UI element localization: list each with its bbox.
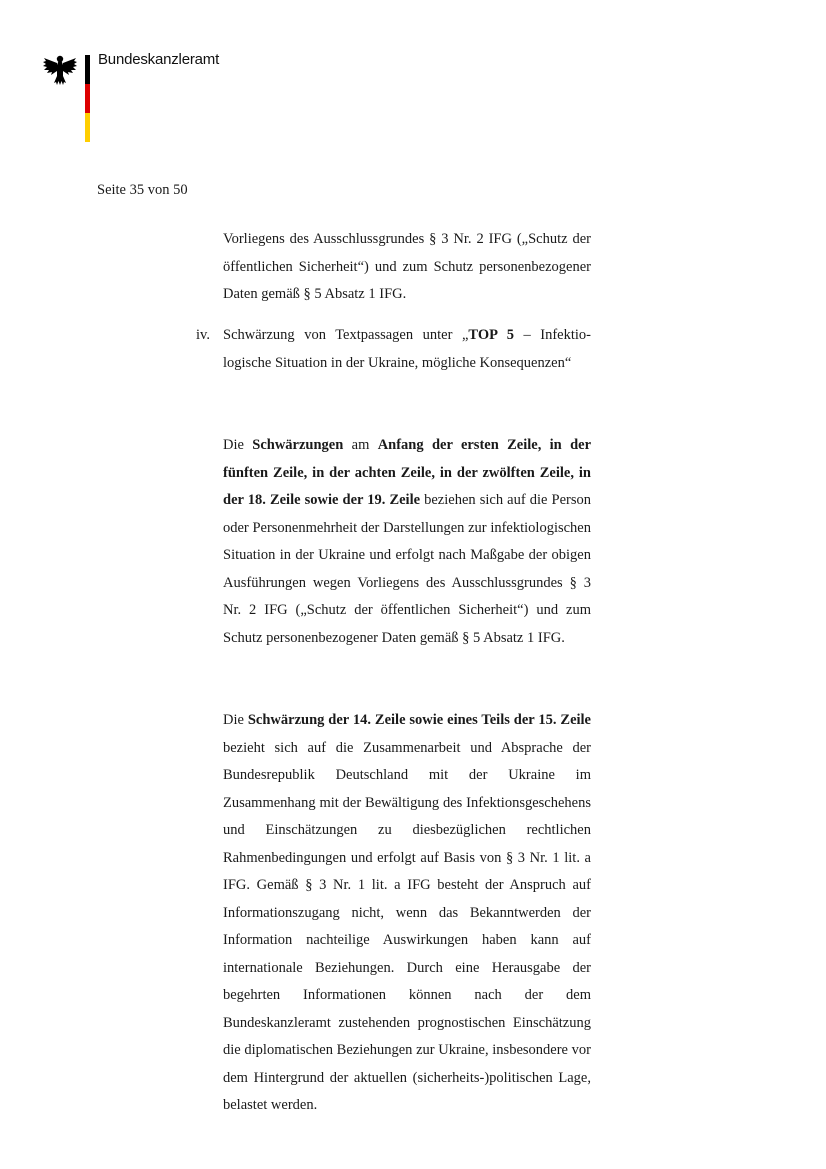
para2-bold: Schwärzung der 14. Zeile sowie eines Teils der 15. Zeile — [247, 712, 591, 728]
intro-paragraph: Vorliegens des Ausschlussgrundes § 3 Nr. 2 IFG („Schutz der öffentlichen Sicherheit“) und zum Schutz personenbezogener Daten gemäß § 5 Absatz 1 IFG. — [223, 231, 591, 302]
flag-stripe-gold — [85, 113, 90, 142]
flag-stripe-red — [85, 84, 90, 113]
paragraph-redactions-1 — [223, 432, 591, 652]
item-text-before: Schwärzung von Textpassagen unter „ — [223, 327, 469, 343]
para1-text: beziehen sich auf die Person oder Personenmehrheit der Darstellungen zur infektiologischen Situation in der Ukraine und erfolgt nach Maßgabe der obigen Ausführungen wegen Vorliegens des Ausschlussgrundes § 3 Nr. 2 IFG („Schutz der öffentlichen Sicherheit“) und zum Schutz personenbezogener Daten gemäß § 5 Absatz 1 IFG. — [223, 492, 591, 646]
item-text-bold: TOP 5 — [468, 327, 514, 343]
para1-text: Die — [223, 437, 253, 453]
item-text-after: – Infektiologische Situation in der Ukraine, mögliche Konsequenzen“ — [223, 327, 592, 371]
paragraph-redactions-2 — [223, 707, 591, 1120]
para2-text: bezieht sich auf die Zusammenarbeit und Absprache der Bundesrepublik Deutschland mit der Ukraine im Zusammenhang mit der Bewältigung des Infektionsgeschehens und Einschätzungen zu diesbezüglichen rechtlichen Rahmenbedingungen und erfolgt auf Basis von § 3 Nr. 1 lit. a IFG. Gemäß § 3 Nr. 1 lit. a IFG besteht der Anspruch auf Informationszugang nicht, wenn das Bekanntwerden der Information nachteilige Auswirkungen haben kann auf internationale Beziehungen. Durch eine Herausgabe der begehrten Informationen können nach der dem Bundeskanzleramt zustehenden prognostischen Einschätzung die diplomatischen Beziehungen zur Ukraine, insbesondere vor dem Hintergrund der aktuellen (sicherheits-)politischen Lage, belastet werden. — [223, 739, 591, 1113]
list-item-heading — [223, 322, 591, 377]
para1-bold: Schwärzungen — [252, 437, 344, 453]
para1-bold: Anfang der ersten Zeile, in der fünften Zeile, in der achten Zeile, in der zwölften Zeile, in der 18. Zeile sowie der 19. Zeile — [223, 437, 592, 508]
page-number: Seite 35 von 50 — [97, 182, 188, 198]
para1-text: am — [343, 437, 378, 453]
list-marker: iv. — [196, 327, 210, 343]
para2-text: Die — [223, 712, 248, 728]
organization-name: Bundeskanzleramt — [98, 51, 220, 68]
flag-stripe-black — [85, 55, 90, 84]
german-flag-bar — [85, 55, 90, 142]
federal-eagle-icon — [42, 52, 78, 88]
